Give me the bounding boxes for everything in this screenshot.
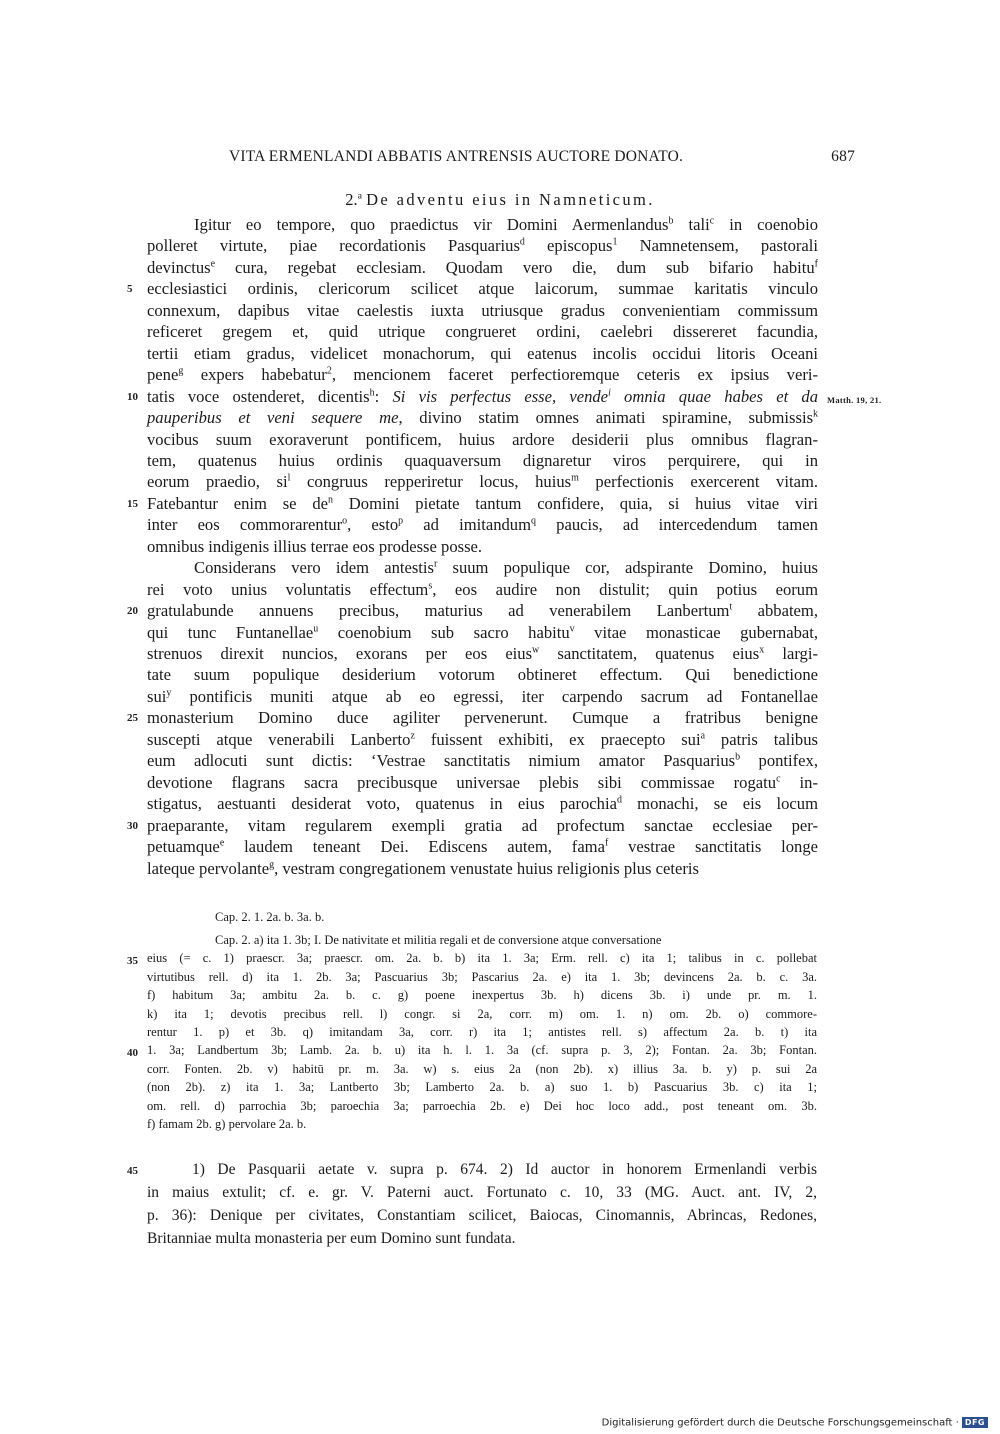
line-number: 30 (127, 819, 138, 832)
line-number: 15 (127, 497, 138, 510)
chapter-number-sup: a (357, 190, 362, 202)
credit-text: Digitalisierung gefördert durch die Deutsche Forschungsgemeinschaft (601, 1417, 953, 1429)
apparatus-line: Cap. 2. a) ita 1. 3b; I. De nativitate et militia regali et de conversione atque conversatione (215, 933, 662, 947)
line-number: 35 (127, 955, 138, 967)
apparatus-line: 1. 3a; Landbertum 3b; Lamb. 2a. b. u) ita h. l. 1. 3a (cf. supra p. 3, 2); Fontan. 2a. 3b; Fontan. (147, 1043, 817, 1058)
text-line: polleret virtute, piae recordationis Pasquarius$^d$ episcopus$^1$ Namnetensem, pastorali (147, 236, 819, 256)
text-line: rei voto unius voluntatis effectum$^s$, eos audire non distulit; quin potius eorum (147, 579, 818, 599)
text-line: tate suum populique desiderium votorum obtineret effectum. Qui benedictione (147, 665, 818, 685)
text-line: tem, quatenus huius ordinis quaquaversum dignaretur viros perquirere, qui in (147, 450, 818, 470)
apparatus-line: eius (= c. 1) praescr. 3a; praescr. om. 2a. b. b) ita 1. 3a; Erm. rell. c) ita 1; talibus in c. pollebat (147, 951, 817, 966)
note-line: Britanniae multa monasteria per eum Domino sunt fundata. (147, 1230, 516, 1247)
footer-credit: Digitalisierung gefördert durch die Deutsche Forschungsgemeinschaft · DFG (602, 1417, 988, 1429)
text-line: monasterium Domino duce agiliter pervenerunt. Cumque a fratribus benigne (147, 708, 818, 728)
apparatus-line: rentur 1. p) et 3b. q) imitandam 3a, corr. r) ita 1; antistes rell. s) affectum 2a. b. t) ita (147, 1025, 817, 1039)
apparatus-line: Cap. 2. 1. 2a. b. 3a. b. (215, 910, 325, 924)
text-line: pene$^g$ expers habebatur$^2$, mencionem faceret perfectioremque ceteris ex ipsius veri- (147, 365, 818, 385)
running-title: VITA ERMENLANDI ABBATIS ANTRENSIS AUCTORE DONATO. (229, 148, 684, 165)
page-number: 687 (831, 148, 855, 165)
margin-note: Matth. 19, 21. (827, 395, 882, 405)
text-line: qui tunc Funtanellae$^u$ coenobium sub sacro habitu$^v$ vitae monasticae gubernabat, (147, 622, 818, 642)
text-line: Considerans vero idem antestis$^r$ suum populique cor, adspirante Domino, huius (194, 558, 819, 578)
apparatus-line: corr. Fonten. 2b. v) habitū pr. m. 3a. w) s. eius 2a (non 2b). x) illius 3a. b. y) p. sui 2a (147, 1061, 817, 1076)
text-line: eum adlocuti sunt dictis: ‘Vestrae sanctitatis nimium amator Pasquarius$^b$ pontifex, (147, 751, 818, 771)
text-line: devinctus$^e$ cura, regebat ecclesiam. Quodam vero die, dum sub bifario habitu$^f$ (147, 257, 818, 277)
apparatus-line: f) famam 2b. g) pervolare 2a. b. (147, 1117, 307, 1131)
text-line: stigatus, aestuanti desiderat voto, quatenus in eius parochia$^d$ monachi, se eis locum (147, 794, 818, 814)
text-line: strenuos direxit nuncios, exorans per eos eius$^w$ sanctitatem, quatenus eius$^x$ largi- (147, 644, 818, 663)
text-line: omnibus indigenis illius terrae eos prodesse posse. (147, 536, 483, 556)
page-header (147, 148, 887, 174)
line-number: 25 (127, 712, 138, 725)
note-line: 1) De Pasquarii aetate v. supra p. 674. 2) Id auctor in honorem Ermenlandi verbis (192, 1161, 817, 1178)
text-line: eorum praedio, $si^l$ congruus repperiretur locus, huius$^m$ perfectionis exercerent vitam. (147, 472, 818, 492)
apparatus-line: f) habitum 3a; ambitu 2a. b. c. g) poene inexpertus 3b. h) dicens 3b. i) unde pr. m. 1. (147, 988, 817, 1003)
text-line: vocibus suum exoraverunt pontificem, huius ardore desiderii plus omnibus flagran- (147, 429, 818, 449)
text-line: Igitur eo tempore, quo praedictus vir Domini Aermenlandus$^b$ tali$^c$ in coenobio (194, 215, 818, 234)
text-line: connexum, dapibus vitae caelestis iuxta utriusque gradus convenientiam commissum (147, 300, 818, 320)
text-line: Fatebantur enim se $de^n$ Domini pietate tantum confidere, quia, si huius vitae viri (147, 493, 818, 513)
text-line: petuamque$^e$ laudem teneant Dei. Ediscens autem, fama$^f$ vestrae sanctitatis longe (147, 837, 818, 857)
apparatus-line: k) ita 1; devotis precibus rell. l) congr. si 2a, corr. m) om. 1. n) om. 2b. o) commore- (147, 1006, 817, 1021)
line-number: 5 (127, 283, 133, 296)
line-number: 40 (127, 1047, 138, 1059)
line-number: 20 (127, 605, 138, 618)
dfg-logo: DFG (962, 1417, 988, 1428)
chapter-heading (0, 190, 1000, 210)
text-line: praeparante, vitam regularem exempli gratia ad profectum sanctae ecclesiae per- (147, 815, 818, 835)
apparatus-line: virtutibus rell. d) ita 1. 2b. 3a; Pascuarius 3b; Pascarius 2a. e) ita 1. 3b; devincens 2a. b. c. 3a. (147, 969, 817, 984)
note-line: p. 36): Denique per civitates, Constantiam scilicet, Baiocas, Cinomannis, Abrincas, Redones, (147, 1207, 817, 1224)
text-line: lateque pervolante$^g$, vestram congregationem venustate huius religionis plus ceteris (147, 858, 699, 878)
text-line: devotione flagrans sacra precibusque universae plebis sibi commissae rogatu$^c$ in- (147, 772, 818, 792)
text-line: ecclesiastici ordinis, clericorum scilicet atque laicorum, summae karitatis vinculo (147, 279, 818, 299)
apparatus-line: om. rell. d) parrochia 3b; paroechia 3a; parroechia 2b. e) Dei hoc loco add., post teneant om. 3b. (147, 1098, 817, 1113)
text-line: pauperibus et veni sequere me, divino statim omnes animati spiramine, submissis$^k$ (147, 408, 819, 428)
chapter-number: 2. (345, 190, 358, 209)
note-line: in maius extulit; cf. e. gr. V. Paterni auct. Fortunato c. 10, 33 (MG. Auct. ant. IV, 2, (147, 1184, 817, 1201)
line-number: 10 (127, 390, 138, 403)
chapter-title: De adventu eius in Namneticum. (366, 190, 655, 209)
text-line: inter eos commorarentur$^o$, esto$^p$ ad imitandum$^q$ paucis, ad intercedendum tamen (147, 515, 818, 535)
line-number: 45 (127, 1165, 138, 1177)
text-line: reficeret gregem et, quid utrique congrueret ordini, caelebri dissereret facundia, (147, 322, 818, 342)
apparatus-line: (non 2b). z) ita 1. 3a; Lantberto 3b; Lamberto 2a. b. a) suo 1. b) Pascuarius 3b. c) ita 1; (147, 1080, 817, 1095)
text-line: sui$^y$ pontificis muniti atque ab eo egressi, iter carpendo sacrum ad Fontanellae (147, 686, 818, 706)
text-line: gratulabunde annuens precibus, maturius ad venerabilem Lanbertum$^t$ abbatem, (147, 601, 818, 621)
text-line: tatis voce ostenderet, dicentis$^h$: Si vis perfectus esse, vende$^i$ omnia quae habes et da (147, 386, 819, 406)
text-line: tertii etiam gradus, videlicet monachorum, qui eatenus incolis occidui litoris Oceani (147, 343, 818, 363)
text-line: suscepti atque venerabili Lanberto$^z$ fuissent exhibiti, ex praecepto sui$^a$ patris talibus (147, 729, 818, 749)
